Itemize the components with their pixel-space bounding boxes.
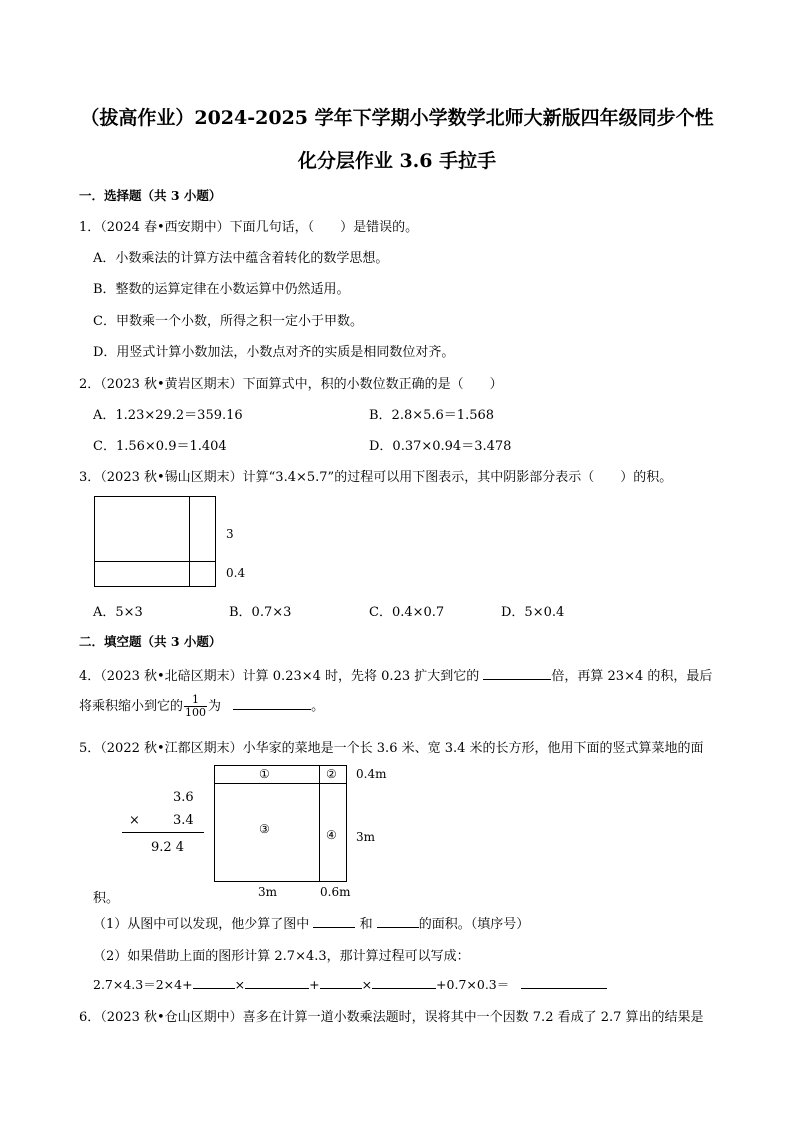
- q5-sub1-blank-1[interactable]: [313, 915, 355, 928]
- q5-calc-rule: [122, 832, 204, 833]
- q2-option-b: B．2.8×5.6＝1.568: [369, 408, 495, 423]
- q5-stem: 5．（2022 秋•江都区期末）小华家的菜地是一个长 3.6 米、宽 3.4 米的长方形，他用下面的竖式算菜地的面: [79, 741, 704, 756]
- q5-region-4: ④: [326, 828, 337, 842]
- doc-title-line1: （拔高作业）2024-2025 学年下学期小学数学北师大新版四年级同步个性: [80, 107, 714, 129]
- q5-equation: [93, 975, 607, 993]
- q4-frac-num: 1: [184, 694, 207, 707]
- q2-stem: 2．（2023 秋•黄岩区期末）下面算式中，积的小数位数正确的是（ ）: [79, 377, 503, 392]
- q4-blank-2[interactable]: [233, 697, 311, 710]
- q5-sub1-text-a: （1）从图中可以发现，他少算了图中: [93, 917, 310, 932]
- q6-stem: 6．（2023 秋•仓山区期中）喜多在计算一道小数乘法题时，误将其中一个因数 7.2 看成了 2.7 算出的结果是: [79, 1010, 704, 1025]
- q5-region-3: ③: [259, 822, 270, 836]
- q1-option-c: C．甲数乘一个小数，所得之积一定小于甲数。: [93, 314, 363, 329]
- q5-eq-times-2: ×: [361, 977, 373, 992]
- q3-label-0.4: 0.4: [226, 566, 246, 580]
- q5-sub1: [93, 913, 529, 932]
- q3-stem: 3．（2023 秋•锡山区期末）计算“3.4×5.7”的过程可以用下图表示，其中阴影部分表示（ ）的积。: [79, 470, 673, 485]
- q5-eq-blank-1[interactable]: [193, 976, 235, 989]
- section-fill-heading: 二．填空题（共 3 小题）: [79, 634, 222, 649]
- q5-calc-op: ×: [129, 813, 140, 828]
- q5-dim-bottom-left: 3m: [258, 885, 278, 899]
- q4-text-end: 。: [311, 699, 325, 714]
- q4-text-d: 为: [208, 699, 222, 714]
- q5-hline: [214, 783, 347, 784]
- q5-calc-bottom: 3.4: [173, 813, 194, 828]
- section-choice-heading: 一．选择题（共 3 小题）: [79, 188, 222, 203]
- q1-option-d: D．用竖式计算小数加法，小数点对齐的实质是相同数位对齐。: [93, 345, 455, 360]
- q4-text-b: 倍，再算 23×4 的积，最后: [551, 669, 713, 684]
- q5-sub1-blank-2[interactable]: [377, 915, 419, 928]
- q1-option-a: A．小数乘法的计算方法中蕴含着转化的数学思想。: [93, 251, 389, 266]
- q4-blank-1[interactable]: [483, 667, 551, 680]
- q5-eq-plus: +: [309, 977, 320, 992]
- q3-label-3: 3: [226, 527, 234, 541]
- q3-option-a: A．5×3: [93, 605, 143, 620]
- q3-option-c: C．0.4×0.7: [369, 605, 445, 620]
- q5-sub1-text-c: 的面积。（填序号）: [418, 917, 530, 932]
- q5-region-1: ①: [259, 767, 270, 781]
- q3-option-d: D．5×0.4: [501, 605, 565, 620]
- q5-eq-times-1: ×: [234, 977, 246, 992]
- q3-rect-outer: [94, 496, 216, 587]
- q4-fraction: [184, 694, 207, 719]
- q1-stem: 1．（2024 春•西安期中）下面几句话，（ ）是错误的。: [79, 220, 419, 235]
- q5-calc-result: 9.2 4: [151, 840, 185, 855]
- q2-option-c: C．1.56×0.9＝1.404: [93, 439, 227, 454]
- q5-dim-bottom-right: 0.6m: [320, 885, 351, 899]
- q5-eq-blank-answer[interactable]: [521, 976, 607, 989]
- q2-option-a: A．1.23×29.2＝359.16: [93, 408, 243, 423]
- q4-frac-den: 100: [185, 706, 207, 719]
- q5-dim-right: 3m: [356, 830, 376, 844]
- q4-text-a: 4．（2023 秋•北碚区期末）计算 0.23×4 时，先将 0.23 扩大到它的: [79, 669, 480, 684]
- q5-sub2: （2）如果借助上面的图形计算 2.7×4.3，那计算过程可以写成：: [93, 949, 470, 964]
- q5-calc-top: 3.6: [173, 790, 194, 805]
- q4-line1: [79, 665, 712, 684]
- q4-text-c: 将乘积缩小到它的: [79, 699, 184, 714]
- q5-tail: 积。: [93, 891, 120, 906]
- q4-line2: [79, 690, 324, 724]
- q2-option-d: D．0.37×0.94＝3.478: [369, 439, 512, 454]
- q1-option-b: B．整数的运算定律在小数运算中仍然适用。: [93, 282, 350, 297]
- doc-title-line2: 化分层作业 3.6 手拉手: [297, 150, 497, 172]
- q5-sub1-text-b: 和: [359, 917, 373, 932]
- q3-rect-hline: [94, 561, 216, 562]
- q5-eq-blank-3[interactable]: [320, 976, 362, 989]
- q5-eq-blank-4[interactable]: [372, 976, 436, 989]
- q5-eq-blank-2[interactable]: [245, 976, 309, 989]
- q5-dim-top-right: 0.4m: [356, 767, 387, 781]
- q5-eq-tail: +0.7×0.3＝: [436, 977, 510, 992]
- q5-region-2: ②: [326, 767, 337, 781]
- q5-eq-a: 2.7×4.3＝2×4+: [93, 977, 193, 992]
- q3-option-b: B．0.7×3: [229, 605, 292, 620]
- q3-rect-vline: [189, 496, 190, 587]
